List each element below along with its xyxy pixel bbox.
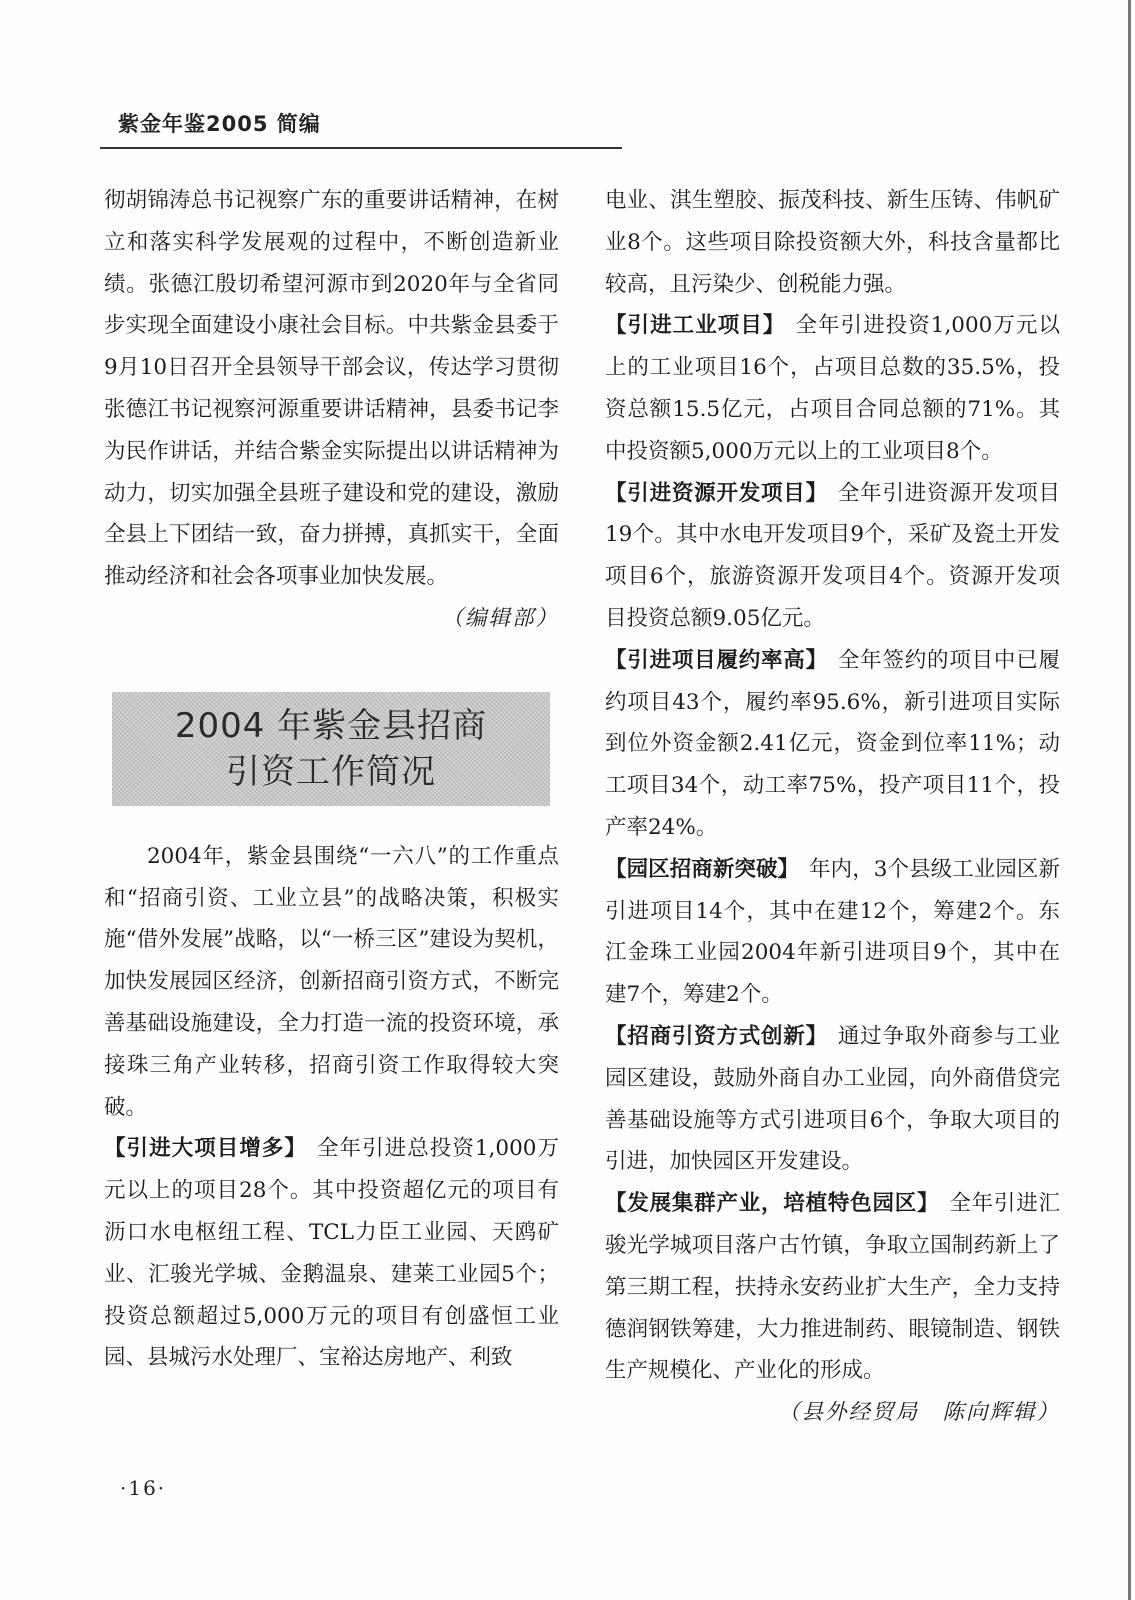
right-column (605, 180, 1060, 1434)
intro-paragraph: 彻胡锦涛总书记视察广东的重要讲话精神，在树立和落实科学发展观的过程中，不断创造新业绩。张德江殷切希望河源市到2020年与全省同步实现全面建设小康社会目标。中共紫金县委于9月10日召开全县领导干部会议，传达学习贯彻张德江书记视察河源重要讲话精神，县委书记李为民作讲话，并结合紫金实际提出以讲话精神为动力，切实加强全县班子建设和党的建设，激励全县上下团结一致，奋力拼搏，真抓实干，全面推动经济和社会各项事业加快发展。 (104, 188, 559, 590)
page-number: ·16· (120, 1476, 167, 1500)
section-text: 全年引进投资1,000万元以上的工业项目16个，占项目总数的35.5%，投资总额15.5亿元，占项目合同总额的71%。其中投资额5,000万元以上的工业项目8个。 (605, 313, 1060, 464)
section-text: 全年引进总投资1,000万元以上的项目28个。其中投资超亿元的项目有沥口水电枢纽工程、TCL力臣工业园、天鸥矿业、汇骏光学城、金鹅温泉、建莱工业园5个；投资总额超过5,000万元的项目有创盛恒工业园、县城污水处理厂、宝裕达房地产、利致 (104, 1136, 559, 1371)
section-heading: 【引进工业项目】 (605, 313, 786, 339)
section-paragraph (605, 1016, 1060, 1183)
section-heading: 【引进资源开发项目】 (605, 480, 828, 506)
editor-signature: （编辑部） (441, 605, 559, 631)
section-paragraph (104, 1128, 559, 1379)
article-title-line2: 引资工作简况 (226, 751, 436, 792)
scan-edge (1128, 0, 1131, 1600)
section-text: 全年引进汇骏光学城项目落户古竹镇，争取立国制药新上了第三期工程，扶持永安药业扩大生产，全力支持德润钢铁筹建，大力推进制药、眼镜制造、钢铁生产规模化、产业化的形成。 (605, 1191, 1060, 1384)
section-heading: 【引进大项目增多】 (104, 1136, 307, 1162)
section-text: 年内，3个县级工业园区新引进项目14个，其中在建12个，筹建2个。东江金珠工业园2004年新引进项目9个，其中在建7个，筹建2个。 (605, 856, 1060, 1008)
section-heading: 【引进项目履约率高】 (605, 647, 828, 673)
section-paragraph (605, 1183, 1060, 1392)
section-paragraph (605, 473, 1060, 640)
section-heading: 【园区招商新突破】 (605, 856, 800, 882)
header-rule (100, 147, 622, 149)
section-heading: 【发展集群产业，培植特色园区】 (605, 1191, 940, 1217)
section-continued: 电业、淇生塑胶、振茂科技、新生压铸、伟帆矿业8个。这些项目除投资额大外，科技含量都比较高，且污染少、创税能力强。 (605, 188, 1060, 297)
section-paragraph (605, 849, 1060, 1016)
running-header: 紫金年鉴2005 简编 (118, 112, 321, 136)
section-text: 全年签约的项目中已履约项目43个，履约率95.6%，新引进项目实际到位外资金额2.41亿元，资金到位率11%；动工项目34个，动工率75%，投产项目11个，投产率24%。 (605, 647, 1060, 840)
section-text: 全年引进资源开发项目19个。其中水电开发项目9个，采矿及瓷土开发项目6个，旅游资源开发项目4个。资源开发项目投资总额9.05亿元。 (605, 480, 1060, 631)
article-intro: 2004年，紫金县围绕“一六八”的工作重点和“招商引资、工业立县”的战略决策，积极实施“借外发展”战略，以“一桥三区”建设为契机，加快发展园区经济，创新招商引资方式，不断完善基础设施建设，全力打造一流的投资环境，承接珠三角产业转移，招商引资工作取得较大突破。 (104, 843, 559, 1120)
section-paragraph (605, 640, 1060, 849)
section-paragraph (605, 305, 1060, 472)
section-text: 通过争取外商参与工业园区建设，鼓励外商自办工业园，向外商借贷完善基础设施等方式引进项目6个，争取大项目的引进，加快园区开发建设。 (605, 1023, 1060, 1175)
article-title-line1: 2004 年紫金县招商 (174, 705, 488, 746)
left-column (104, 180, 559, 1379)
section-heading: 【招商引资方式创新】 (605, 1023, 828, 1049)
article-title-box (112, 692, 550, 806)
source-signature: （县外经贸局 陈向辉辑） (777, 1400, 1060, 1426)
